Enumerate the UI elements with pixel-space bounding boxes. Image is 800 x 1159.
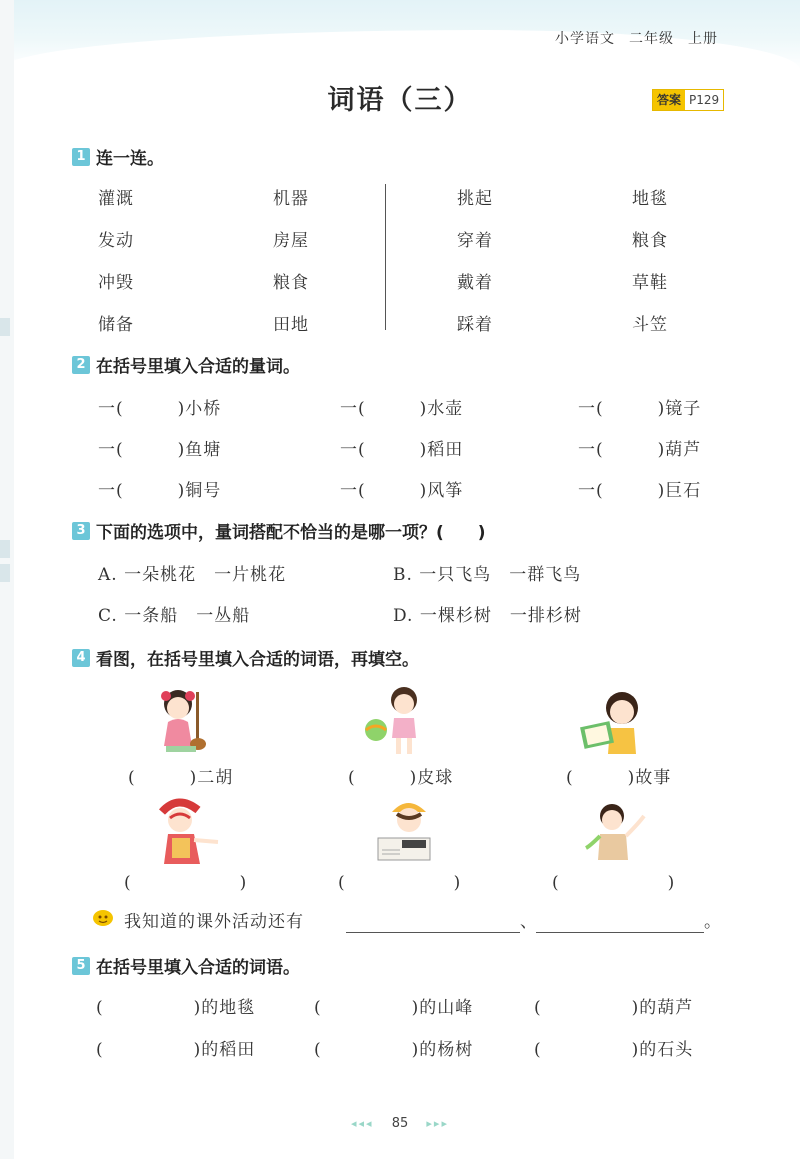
fill-blank[interactable]: 一( )风筝 bbox=[340, 481, 464, 501]
question-number: 5 bbox=[72, 957, 90, 975]
question-4-heading bbox=[72, 645, 419, 670]
match-word[interactable]: 粮食 bbox=[632, 231, 668, 251]
fill-blank[interactable]: ( )皮球 bbox=[348, 768, 454, 788]
header-subject: 小学语文 bbox=[555, 31, 615, 47]
girl-telling-story-illustration bbox=[578, 684, 658, 764]
match-word[interactable]: 房屋 bbox=[273, 231, 309, 251]
header-info bbox=[541, 28, 718, 48]
spine-tab bbox=[0, 564, 10, 582]
question-number: 4 bbox=[72, 649, 90, 667]
fill-blank[interactable]: 一( )巨石 bbox=[578, 481, 702, 501]
match-word[interactable]: 粮食 bbox=[273, 273, 309, 293]
question-1-heading bbox=[72, 144, 164, 169]
option-b[interactable]: B. 一只飞鸟 一群飞鸟 bbox=[393, 565, 582, 585]
question-3-heading bbox=[72, 518, 486, 543]
fill-blank[interactable]: ( )的地毯 bbox=[96, 998, 256, 1018]
fill-blank[interactable]: ( )的山峰 bbox=[314, 998, 474, 1018]
question-2-heading bbox=[72, 352, 300, 377]
question-number: 3 bbox=[72, 522, 90, 540]
match-word[interactable]: 挑起 bbox=[457, 189, 493, 209]
activity-separator: 、 bbox=[520, 912, 538, 932]
child-reading-newspaper-illustration bbox=[372, 792, 452, 872]
lightbulb-icon bbox=[92, 909, 114, 927]
match-word[interactable]: 灌溉 bbox=[98, 189, 134, 209]
footer-arrows-right: ▸▸▸ bbox=[426, 1117, 449, 1130]
match-word[interactable]: 斗笠 bbox=[632, 315, 668, 335]
match-word[interactable]: 田地 bbox=[273, 315, 309, 335]
match-word[interactable]: 地毯 bbox=[632, 189, 668, 209]
option-a[interactable]: A. 一朵桃花 一片桃花 bbox=[98, 565, 287, 585]
activity-blank-2[interactable] bbox=[536, 932, 704, 933]
fill-blank[interactable]: 一( )镜子 bbox=[578, 399, 702, 419]
question-number: 2 bbox=[72, 356, 90, 374]
girl-with-ball-illustration bbox=[358, 682, 438, 762]
option-d[interactable]: D. 一棵杉树 一排杉树 bbox=[393, 606, 582, 626]
match-word[interactable]: 机器 bbox=[273, 189, 309, 209]
question-prompt: 下面的选项中，量词搭配不恰当的是哪一项？( ) bbox=[96, 523, 486, 543]
answer-page: P129 bbox=[685, 90, 723, 110]
question-prompt: 连一连。 bbox=[96, 149, 164, 169]
question-prompt: 在括号里填入合适的词语。 bbox=[96, 958, 300, 978]
fill-blank[interactable]: ( )的石头 bbox=[534, 1040, 694, 1060]
match-word[interactable]: 戴着 bbox=[457, 273, 493, 293]
fill-blank[interactable]: ( ) bbox=[552, 873, 676, 893]
fill-blank[interactable]: ( )的杨树 bbox=[314, 1040, 474, 1060]
fill-blank[interactable]: 一( )鱼塘 bbox=[98, 440, 222, 460]
match-word[interactable]: 草鞋 bbox=[632, 273, 668, 293]
spine-tab bbox=[0, 540, 10, 558]
peking-opera-performer-illustration bbox=[146, 792, 226, 872]
match-word[interactable]: 冲毁 bbox=[98, 273, 134, 293]
page-footer bbox=[0, 1116, 800, 1131]
option-c[interactable]: C. 一条船 一丛船 bbox=[98, 606, 251, 626]
fill-blank[interactable]: 一( )稻田 bbox=[340, 440, 464, 460]
answer-label: 答案 bbox=[653, 90, 685, 110]
fill-blank[interactable]: ( )故事 bbox=[566, 768, 672, 788]
spine-tab bbox=[0, 318, 10, 336]
fill-blank[interactable]: 一( )葫芦 bbox=[578, 440, 702, 460]
footer-arrows-left: ◂◂◂ bbox=[351, 1117, 374, 1130]
column-divider bbox=[385, 184, 386, 330]
fill-blank[interactable]: ( )的葫芦 bbox=[534, 998, 694, 1018]
question-prompt: 在括号里填入合适的量词。 bbox=[96, 357, 300, 377]
activity-sentence-end: 。 bbox=[704, 912, 722, 932]
fill-blank[interactable]: ( ) bbox=[338, 873, 462, 893]
question-5-heading bbox=[72, 953, 300, 978]
match-word[interactable]: 储备 bbox=[98, 315, 134, 335]
activity-blank-1[interactable] bbox=[346, 932, 520, 933]
fill-blank[interactable]: 一( )铜号 bbox=[98, 481, 222, 501]
match-word[interactable]: 发动 bbox=[98, 231, 134, 251]
question-number: 1 bbox=[72, 148, 90, 166]
activity-sentence-start: 我知道的课外活动还有 bbox=[124, 912, 304, 932]
boy-dancing-illustration bbox=[580, 796, 660, 876]
girl-playing-erhu-illustration bbox=[146, 682, 226, 762]
page-number: 85 bbox=[391, 1116, 409, 1131]
header-term: 上册 bbox=[688, 31, 718, 47]
fill-blank[interactable]: 一( )小桥 bbox=[98, 399, 222, 419]
fill-blank[interactable]: ( )二胡 bbox=[128, 768, 234, 788]
match-word[interactable]: 踩着 bbox=[457, 315, 493, 335]
fill-blank[interactable]: ( ) bbox=[124, 873, 248, 893]
match-word[interactable]: 穿着 bbox=[457, 231, 493, 251]
header-grade: 二年级 bbox=[629, 31, 674, 47]
fill-blank[interactable]: 一( )水壶 bbox=[340, 399, 464, 419]
question-prompt: 看图，在括号里填入合适的词语，再填空。 bbox=[96, 650, 419, 670]
fill-blank[interactable]: ( )的稻田 bbox=[96, 1040, 256, 1060]
page-title: 词语（三） bbox=[327, 85, 473, 116]
answer-badge bbox=[652, 89, 724, 111]
